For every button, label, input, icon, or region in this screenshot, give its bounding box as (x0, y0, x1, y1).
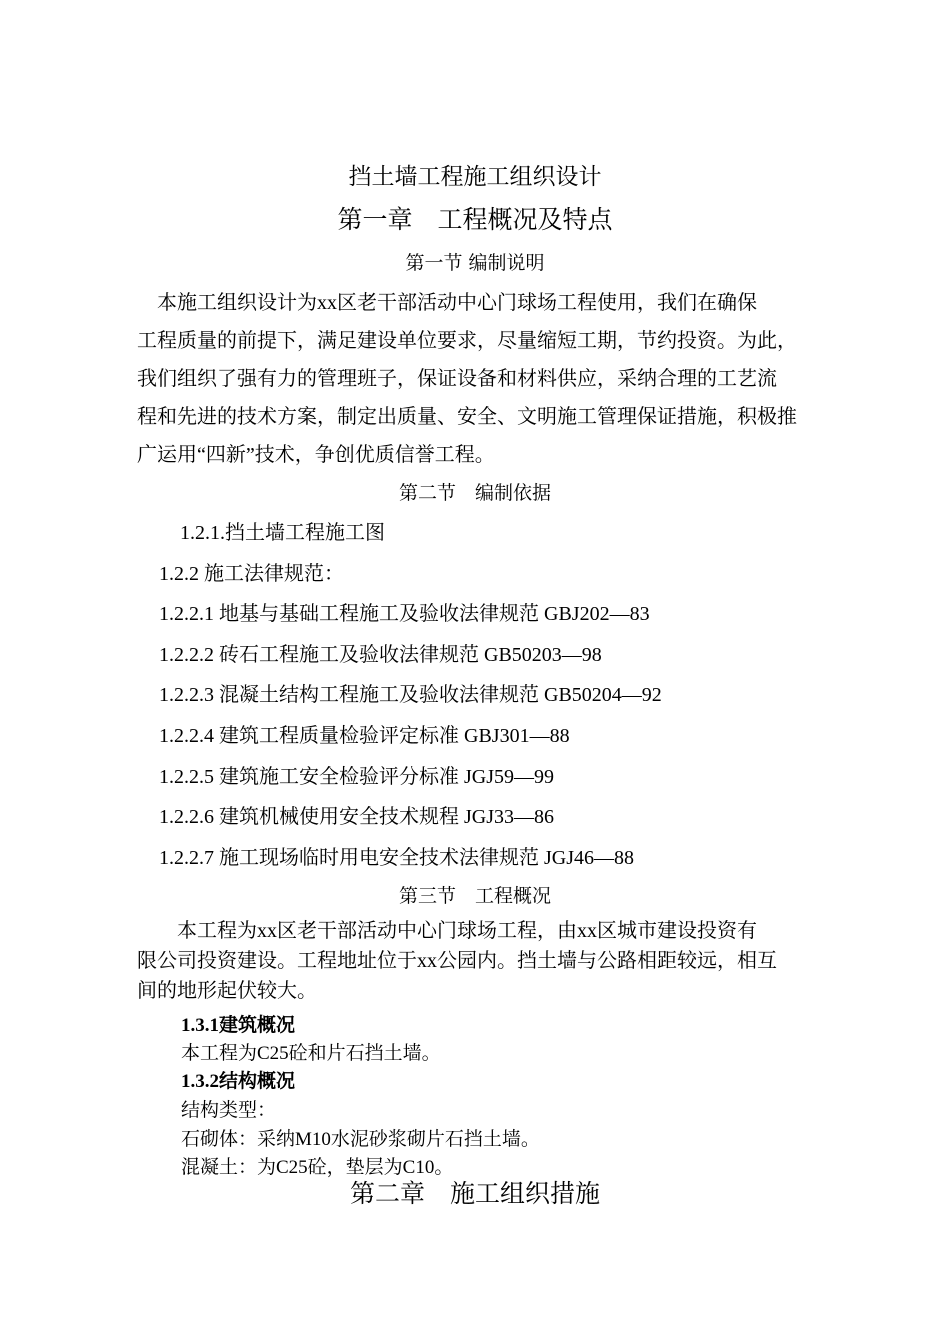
subsection-text: 石砌体：采纳M10水泥砂浆砌片石挡土墙。 (181, 1129, 540, 1150)
paragraph-line: 本施工组织设计为xx区老干部活动中心门球场工程使用，我们在确保 (137, 292, 757, 314)
section-3-paragraph (137, 916, 839, 1006)
document-title: 挡土墙工程施工组织设计 (348, 164, 602, 190)
basis-item: 1.2.1.挡土墙工程施工图 (180, 522, 385, 544)
basis-item: 1.2.2.6 建筑机械使用安全技术规程 JGJ33—86 (159, 806, 555, 828)
section-1-heading: 第一节 编制说明 (405, 252, 545, 274)
chapter-1-heading: 第一章 工程概况及特点 (337, 205, 613, 234)
paragraph-line: 工程质量的前提下，满足建设单位要求，尽量缩短工期，节约投资。为此， (137, 330, 797, 352)
paragraph-line: 本工程为xx区老干部活动中心门球场工程，由xx区城市建设投资有 (137, 920, 757, 942)
basis-item: 1.2.2.5 建筑施工安全检验评分标准 JGJ59—99 (159, 766, 555, 788)
section-3-heading: 第三节 工程概况 (398, 885, 551, 907)
paragraph-line: 间的地形起伏较大。 (137, 980, 317, 1002)
paragraph-line: 广运用“四新”技术，争创优质信誉工程。 (137, 444, 495, 466)
subsection-heading: 1.3.1建筑概况 (181, 1015, 296, 1036)
subsection-text: 结构类型： (181, 1100, 277, 1121)
subsection-text: 混凝土：为C25砼，垫层为C10。 (181, 1157, 454, 1178)
paragraph-line: 程和先进的技术方案，制定出质量、安全、文明施工管理保证措施，积极推 (137, 406, 797, 428)
basis-item: 1.2.2.4 建筑工程质量检验评定标准 GBJ301—88 (159, 725, 570, 747)
paragraph-line: 我们组织了强有力的管理班子，保证设备和材料供应，采纳合理的工艺流 (137, 368, 777, 390)
basis-item: 1.2.2.7 施工现场临时用电安全技术法律规范 JGJ46—88 (159, 847, 635, 869)
basis-item: 1.2.2.2 砖石工程施工及验收法律规范 GB50203—98 (159, 644, 602, 666)
subsection-heading: 1.3.2结构概况 (181, 1071, 296, 1092)
chapter-2-heading: 第二章 施工组织措施 (349, 1179, 600, 1208)
basis-item: 1.2.2.3 混凝土结构工程施工及验收法律规范 GB50204—92 (159, 684, 662, 706)
paragraph-line: 限公司投资建设。工程地址位于xx公园内。挡土墙与公路相距较远，相互 (137, 950, 777, 972)
section-1-paragraph (137, 284, 839, 474)
subsection-text: 本工程为C25砼和片石挡土墙。 (181, 1043, 441, 1064)
basis-item: 1.2.2.1 地基与基础工程施工及验收法律规范 GBJ202—83 (159, 603, 650, 625)
basis-item: 1.2.2 施工法律规范： (159, 563, 344, 585)
section-2-heading: 第二节 编制依据 (398, 482, 551, 504)
